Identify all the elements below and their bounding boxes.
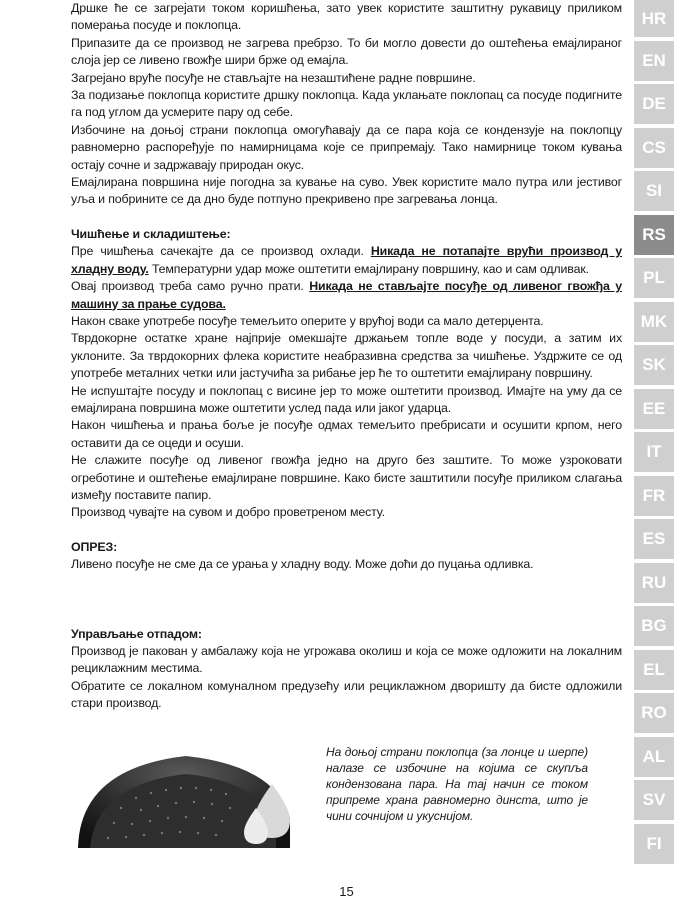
language-tab-hr: HR — [634, 0, 674, 37]
cleaning-heading: Чишћење и складиштење: — [71, 226, 231, 241]
language-tab-ru: RU — [634, 563, 674, 603]
language-tab-el: EL — [634, 650, 674, 690]
language-tab-fr: FR — [634, 476, 674, 516]
paragraph: Дршке ће се загрејати током коришћења, зато увек користите заштитну рукавицу приликом померања посуде и поклопца. — [71, 1, 622, 33]
language-tab-mk: MK — [634, 302, 674, 342]
paragraph: Овај производ треба само ручно прати. Никада не стављајте посуђе од ливеног гвожђа у машину за прање судова. — [71, 279, 623, 311]
language-tab-de: DE — [634, 84, 674, 124]
warning-emphasis: Никада не стављајте посуђе од ливеног гвожђа у машину за прање судова. — [71, 279, 623, 311]
language-tab-sk: SK — [634, 345, 674, 385]
language-tab-rs: RS — [634, 215, 674, 255]
paragraph: Избочине на доњој страни поклопца омогућавају да се пара која се кондензује на поклопцу равномерно распоређује по намирницама које се припремају. Тако намирнице током кувања остају сочне и задржавају природан окус. — [71, 122, 622, 172]
language-tab-pl: PL — [634, 258, 674, 298]
language-tab-sv: SV — [634, 780, 674, 820]
paragraph: Ливено посуђе не сме да се урања у хладну воду. Може доћи до пуцања одливка. — [71, 557, 534, 572]
paragraph: Пре чишћења сачекајте да се производ охлади. Никада не потапајте врући производ у хладну воду. Температурни удар може оштетити емајлирану површину, као и сам одливак. — [71, 244, 622, 276]
language-tab-al: AL — [634, 737, 674, 777]
waste-heading: Управљање отпадом: — [71, 626, 202, 641]
language-tab-fi: FI — [634, 824, 674, 864]
warning-heading: ОПРЕЗ: — [71, 539, 118, 554]
language-tabs — [634, 0, 674, 867]
language-tab-ro: RO — [634, 693, 674, 733]
language-tab-en: EN — [634, 41, 674, 81]
paragraph: Обратите се локалном комуналном предузећу или рециклажном дворишту да бисте одложили стари производ. — [71, 678, 622, 711]
paragraph: Након сваке употребе посуђе темељито оперите у врућој води са мало детерџента. — [71, 313, 544, 328]
paragraph: Загрејано вруће посуђе не стављајте на незаштићене радне површине. — [71, 70, 476, 85]
language-tab-bg: BG — [634, 606, 674, 646]
lid-illustration — [76, 738, 298, 848]
warning-emphasis: Никада не потапајте врући производ у хладну воду. — [71, 244, 622, 276]
language-tab-it: IT — [634, 432, 674, 472]
language-tab-es: ES — [634, 519, 674, 559]
language-tab-cs: CS — [634, 128, 674, 168]
page-number: 15 — [339, 884, 354, 899]
paragraph: За подизање поклопца користите дршку поклопца. Када уклањате поклопац са посуде подигните га под углом да усмерите пару од себе. — [71, 88, 622, 120]
paragraph: Производ чувајте на сувом и добро проветреном месту. — [71, 505, 385, 520]
language-tab-ee: EE — [634, 389, 674, 429]
paragraph: Након чишћења и прања боље је посуђе одмах темељито пребрисати и осушити крпом, него оставити да се оцеди и осуши. — [71, 418, 622, 450]
illustration-caption: На доњој страни поклопца (за лонце и шерпе) налазе се избочине на којима се скупља кондензована пара. На тај начин се током припреме храна равномерно динста, што је чини сочнијом и укуснијом. — [326, 745, 588, 823]
paragraph: Припазите да се производ не загрева пребрзо. То би могло довести до оштећења емајлираног слоја јер се ливено гвожђе шири брже од емајла. — [71, 35, 622, 68]
paragraph: Не испуштајте посуду и поклопац с висине јер то може оштетити производ. Имајте на уму да се емајлирана површина може оштетити услед пада или јаког ударца. — [71, 383, 622, 415]
paragraph: Тврдокорне остатке хране најприје омекшајте држањем топле воде у посуди, а затим их уклоните. За тврдокорних флека користите неабразивна средства за чишћење. Уздржите се од употребе металних четки или јастучића за рибање јер ће то оштетити емајлирану површину. — [71, 331, 622, 381]
paragraph: Производ је пакован у амбалажу која не угрожава околиш и која се може одложити на локалним рециклажним местима. — [71, 644, 622, 676]
paragraph: Емајлирана површина није погодна за кување на суво. Увек користите мало путра или јестивог уља и побрините се да дно буде потпуно прекривено пре загревања лонца. — [71, 175, 622, 207]
main-text — [71, 0, 622, 713]
paragraph: Не слажите посуђе од ливеног гвожђа једно на друго без заштите. То може узроковати огреботине и оштећење емајлиране површине. Како бисте заштитили посуђе приликом слагања између поставите папир. — [71, 453, 622, 502]
language-tab-si: SI — [634, 171, 674, 211]
